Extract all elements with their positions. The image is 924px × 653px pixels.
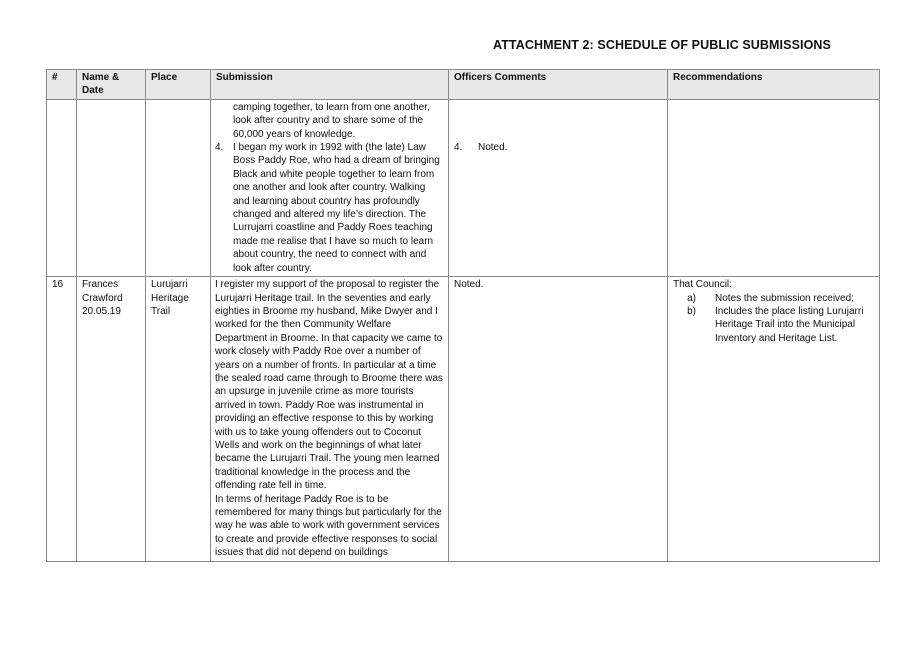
page-title: ATTACHMENT 2: SCHEDULE OF PUBLIC SUBMISSIONS	[493, 38, 831, 52]
name-date-cell	[77, 277, 146, 562]
recommendation-letter: a)	[687, 292, 696, 304]
column-header-place: Place	[146, 70, 211, 100]
recommendation-text: Includes the place listing Lurujarri Heritage Trail into the Municipal Inventory and Heritage List.	[715, 305, 864, 344]
recommendation-item	[673, 305, 874, 345]
recommendation-list	[673, 292, 874, 346]
column-header-submission: Submission	[211, 70, 449, 100]
submission-paragraph: In terms of heritage Paddy Roe is to be remembered for many things but particularly for the way he was able to work with government services to create and provide effective responses to social issues that did not depend on buildings	[215, 493, 442, 559]
comment-list-item	[454, 141, 662, 154]
name-date-cell	[77, 99, 146, 276]
row-number-cell	[47, 99, 77, 276]
recommendations-cell	[668, 99, 880, 276]
column-header-recommendations: Recommendations	[668, 70, 880, 100]
submission-date: 20.05.19	[82, 305, 121, 317]
place-cell: Lurujarri Heritage Trail	[146, 277, 211, 562]
submission-item-number: 4.	[215, 142, 224, 154]
submission-paragraph: I register my support of the proposal to register the Lurujarri Heritage trail. In the seventies and early eighties in Broome my husband, Mike Dwyer and I worked for the then Community Welfare Department in Broome. In that capacity we came to work closely with Paddy Roe over a number of years on a number of fronts. In particular at a time the sealed road came through to Broome there was an upsurge in juvenile crime as more tourists arrived in town. Paddy Roe was instrumental in providing an effective response to this by working with us to take young offenders out to Coconut Wells and work on the beginnings of what later became the Lurujarri Trail. The young men learned traditional knowledge in the process and the offending rate fell in time.	[215, 279, 443, 492]
table-row	[47, 277, 880, 562]
column-header-number: #	[47, 70, 77, 100]
recommendation-letter: b)	[687, 305, 696, 317]
officers-comments-cell: Noted.	[449, 277, 668, 562]
submission-continuation-text: camping together, to learn from one another, look after country and to share some of the 60,000 years of knowledge.	[233, 101, 430, 140]
column-header-name-date: Name & Date	[77, 70, 146, 100]
row-number-cell: 16	[47, 277, 77, 562]
recommendation-text: Notes the submission received;	[715, 292, 854, 304]
recommendation-intro: That Council:	[673, 279, 732, 291]
officers-comments-cell	[449, 99, 668, 276]
table-row	[47, 99, 880, 276]
place-cell	[146, 99, 211, 276]
submitter-name: Frances Crawford	[82, 279, 123, 304]
submission-list-item	[215, 141, 443, 275]
column-header-officers-comments: Officers Comments	[449, 70, 668, 100]
table-header-row	[47, 70, 880, 100]
submission-cell	[211, 99, 449, 276]
submission-cell	[211, 277, 449, 562]
submission-item-text: I began my work in 1992 with (the late) Law Boss Paddy Roe, who had a dream of bringing Black and white people together to learn from one another and look after country. Walking and learning about country has profoundly changed and altered my life’s direction. The Lurrujarri coastline and Paddy Roes teaching made me realise that I have so much to learn about country, the need to connect with and look after country.	[233, 142, 440, 274]
submissions-table	[46, 69, 880, 562]
comment-item-number: 4.	[454, 141, 463, 153]
comment-item-text: Noted.	[478, 141, 508, 153]
recommendations-cell	[668, 277, 880, 562]
recommendation-item	[673, 292, 874, 305]
